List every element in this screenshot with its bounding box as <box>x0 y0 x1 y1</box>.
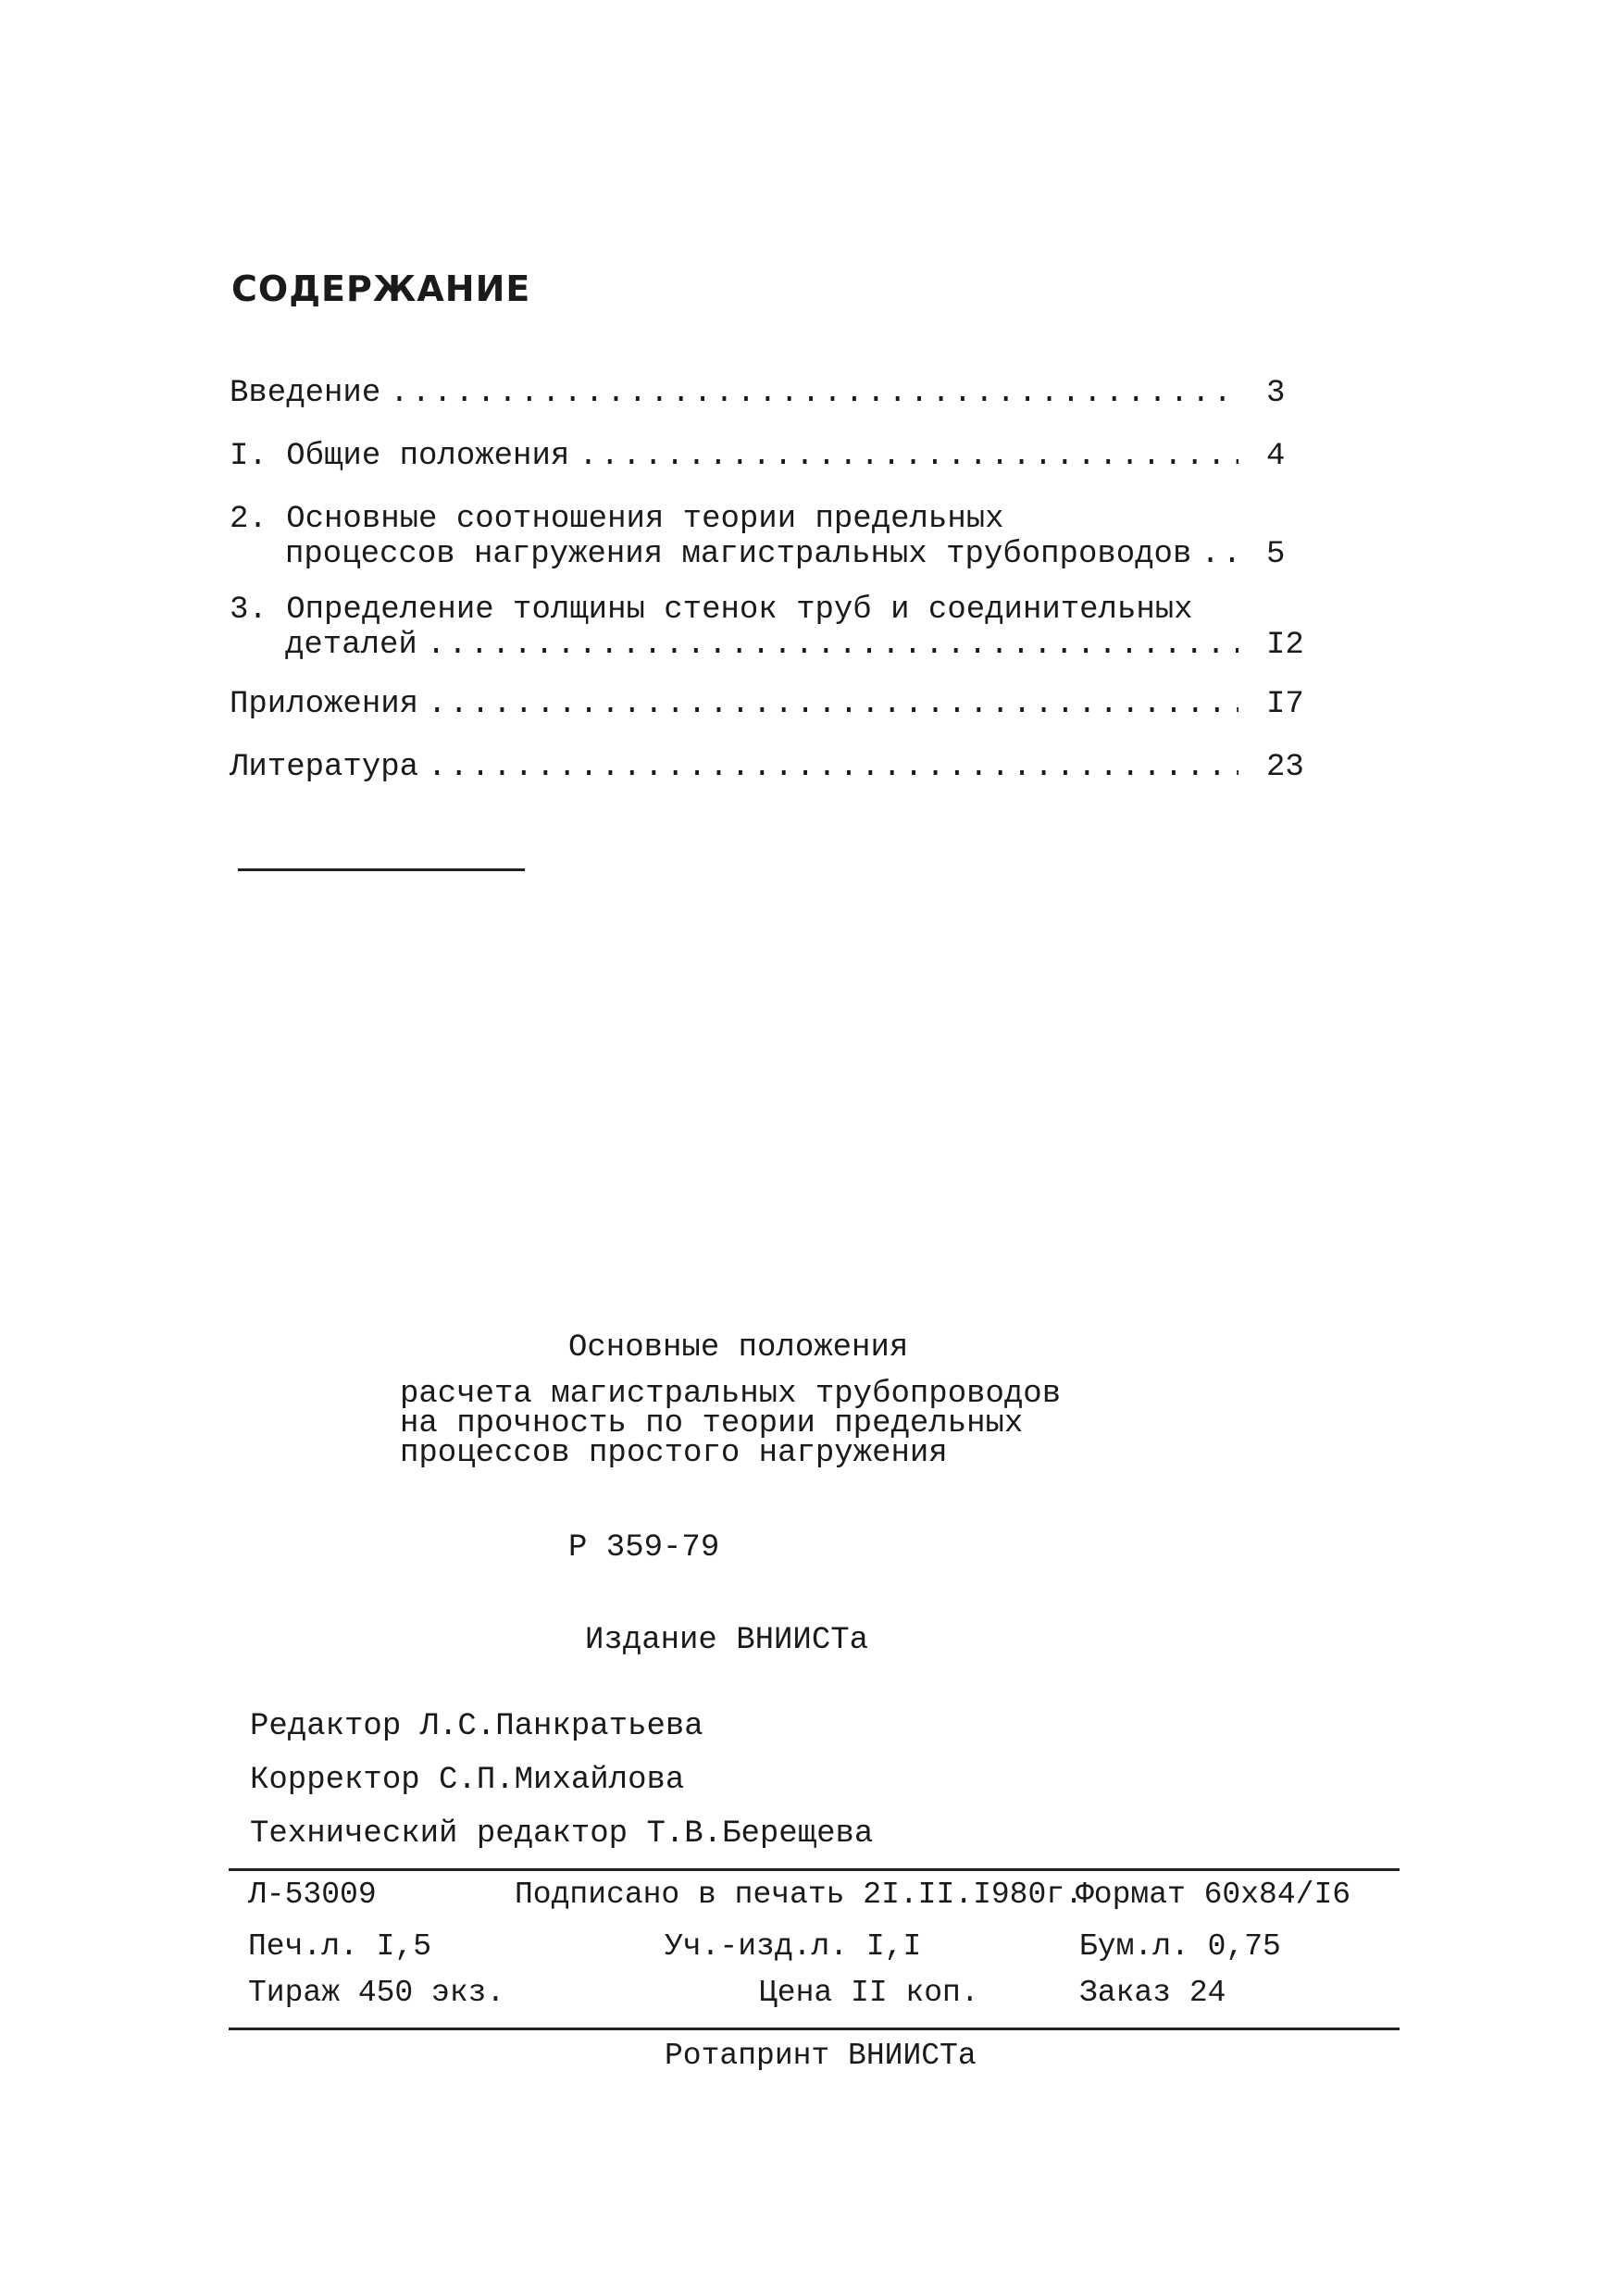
credit-editor: Редактор Л.С.Панкратьева <box>250 1709 703 1744</box>
imprint-bottom-rule <box>229 2028 1400 2030</box>
toc-page-number: 4 <box>1266 439 1286 474</box>
toc-dot-leader <box>428 687 1238 722</box>
publication-subtitle-line: на прочность по теории предельных <box>400 1406 1024 1441</box>
imprint-printer: Ротапринт ВНИИСТа <box>665 2039 977 2073</box>
imprint-price: Цена II коп. <box>759 1976 979 2010</box>
toc-item-first-line: 3. Определение толщины стенок труб и соединительных <box>230 593 1193 628</box>
imprint-paper-sheets: Бум.л. 0,75 <box>1079 1929 1281 1964</box>
imprint-license: Л-53009 <box>248 1878 377 1912</box>
toc-page-number: 5 <box>1266 537 1286 572</box>
imprint-format: Формат 60х84/I6 <box>1076 1878 1351 1912</box>
toc-item-text: процессов нагружения магистральных трубопроводов <box>285 537 1192 572</box>
toc-page-number: 3 <box>1266 376 1286 411</box>
divider-short <box>238 868 525 871</box>
page-title: СОДЕРЖАНИЕ <box>231 268 531 309</box>
toc-item-basic-relations <box>230 502 1340 572</box>
toc-dot-leader <box>428 750 1238 785</box>
toc-item-text: Приложения <box>230 687 419 722</box>
toc-dot-leader <box>390 376 1238 411</box>
toc-item-general-provisions <box>230 439 1340 474</box>
credit-corrector: Корректор С.П.Михайлова <box>250 1763 685 1798</box>
toc-item-text: деталей <box>285 628 417 663</box>
toc-item-first-line: 2. Основные соотношения теории предельных <box>230 502 1004 537</box>
imprint-edit-sheets: Уч.-изд.л. I,I <box>665 1929 922 1964</box>
imprint-order: Заказ 24 <box>1079 1976 1226 2010</box>
toc-item-text: I. Общие положения <box>230 439 570 474</box>
imprint-top-rule <box>229 1868 1400 1871</box>
publication-code: Р 359-79 <box>568 1530 720 1566</box>
toc-page-number: 23 <box>1266 750 1304 785</box>
credit-tech-editor: Технический редактор Т.В.Берещева <box>250 1816 874 1852</box>
publication-subtitle-line: расчета магистральных трубопроводов <box>400 1377 1062 1412</box>
publication-edition: Издание ВНИИСТа <box>585 1623 869 1658</box>
toc-item-literature <box>230 750 1340 785</box>
toc-page-number: I7 <box>1266 687 1304 722</box>
toc-item-wall-thickness <box>230 593 1340 663</box>
toc-item-appendices <box>230 687 1340 722</box>
imprint-print-sheets: Печ.л. I,5 <box>248 1929 432 1964</box>
toc-page-number: I2 <box>1266 628 1304 663</box>
publication-heading: Основные положения <box>568 1330 909 1366</box>
toc-item-text: Литература <box>230 750 419 785</box>
imprint-circulation: Тираж 450 экз. <box>248 1976 505 2010</box>
publication-subtitle-line: процессов простого нагружения <box>400 1436 948 1471</box>
toc-item-text: Введение <box>230 376 381 411</box>
toc-item-introduction <box>230 376 1340 411</box>
imprint-signed: Подписано в печать 2I.II.I980г. <box>515 1878 1083 1912</box>
toc-dot-leader <box>1201 537 1238 572</box>
toc-dot-leader <box>427 628 1238 663</box>
toc-dot-leader <box>579 439 1238 474</box>
